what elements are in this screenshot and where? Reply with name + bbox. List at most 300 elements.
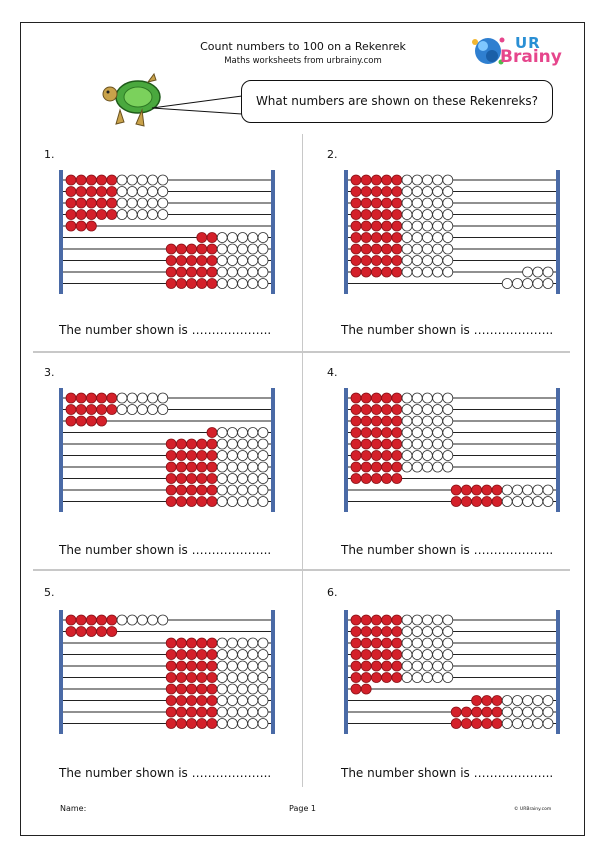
bead bbox=[412, 451, 422, 461]
bead bbox=[217, 696, 227, 706]
bead bbox=[176, 485, 186, 495]
bead bbox=[258, 244, 268, 254]
bead bbox=[66, 210, 76, 220]
bead bbox=[402, 673, 412, 683]
bead bbox=[207, 428, 217, 438]
bead bbox=[258, 650, 268, 660]
bead bbox=[166, 244, 176, 254]
bead bbox=[492, 485, 502, 495]
bead bbox=[197, 233, 207, 243]
bead bbox=[402, 615, 412, 625]
bead bbox=[392, 244, 402, 254]
bead bbox=[227, 497, 237, 507]
bead bbox=[258, 673, 268, 683]
bead bbox=[351, 416, 361, 426]
bead bbox=[238, 256, 248, 266]
bead bbox=[86, 405, 96, 415]
bead bbox=[402, 244, 412, 254]
bead bbox=[382, 416, 392, 426]
bead bbox=[382, 187, 392, 197]
bead bbox=[412, 175, 422, 185]
bead bbox=[207, 707, 217, 717]
bead bbox=[361, 661, 371, 671]
bead bbox=[217, 474, 227, 484]
bead bbox=[187, 707, 197, 717]
rekenrek-6 bbox=[343, 610, 561, 736]
bead bbox=[472, 696, 482, 706]
bead bbox=[227, 650, 237, 660]
bead bbox=[412, 244, 422, 254]
bead bbox=[422, 221, 432, 231]
bead bbox=[248, 696, 258, 706]
bead bbox=[382, 650, 392, 660]
bead bbox=[443, 451, 453, 461]
bead bbox=[66, 175, 76, 185]
question-number: 5. bbox=[44, 586, 55, 599]
bead bbox=[422, 233, 432, 243]
bead bbox=[176, 661, 186, 671]
bead bbox=[351, 615, 361, 625]
bead bbox=[166, 497, 176, 507]
bead bbox=[127, 210, 137, 220]
bead bbox=[533, 279, 543, 289]
bead bbox=[187, 638, 197, 648]
bead bbox=[392, 210, 402, 220]
bead bbox=[217, 279, 227, 289]
bead bbox=[258, 497, 268, 507]
bead bbox=[382, 210, 392, 220]
bead bbox=[166, 719, 176, 729]
bead bbox=[351, 198, 361, 208]
bead bbox=[207, 462, 217, 472]
bead bbox=[382, 428, 392, 438]
bead bbox=[238, 462, 248, 472]
bead bbox=[176, 279, 186, 289]
bead bbox=[502, 696, 512, 706]
rekenrek-5 bbox=[58, 610, 276, 736]
bead bbox=[66, 187, 76, 197]
bead bbox=[361, 474, 371, 484]
bead bbox=[258, 707, 268, 717]
bead bbox=[217, 439, 227, 449]
bead bbox=[76, 405, 86, 415]
bead bbox=[512, 279, 522, 289]
bead bbox=[361, 267, 371, 277]
bead bbox=[227, 684, 237, 694]
bead bbox=[176, 650, 186, 660]
bead bbox=[433, 221, 443, 231]
bead bbox=[412, 198, 422, 208]
bead bbox=[258, 696, 268, 706]
bead bbox=[197, 673, 207, 683]
question-number: 3. bbox=[44, 366, 55, 379]
bead bbox=[482, 497, 492, 507]
bead bbox=[412, 267, 422, 277]
bead bbox=[422, 650, 432, 660]
bead bbox=[187, 673, 197, 683]
bead bbox=[248, 462, 258, 472]
bead bbox=[433, 267, 443, 277]
bead bbox=[382, 393, 392, 403]
bead bbox=[227, 279, 237, 289]
bead bbox=[227, 439, 237, 449]
bead bbox=[461, 719, 471, 729]
bead bbox=[543, 719, 553, 729]
bead bbox=[392, 428, 402, 438]
bead bbox=[248, 661, 258, 671]
bead bbox=[197, 661, 207, 671]
frame-post-right bbox=[556, 610, 560, 734]
bead bbox=[197, 462, 207, 472]
bead bbox=[137, 210, 147, 220]
bead bbox=[433, 393, 443, 403]
bead bbox=[76, 198, 86, 208]
bead bbox=[371, 233, 381, 243]
bead bbox=[382, 221, 392, 231]
bead bbox=[443, 638, 453, 648]
bead bbox=[443, 210, 453, 220]
bead bbox=[382, 673, 392, 683]
grid-divider-horizontal bbox=[33, 351, 570, 353]
bead bbox=[371, 187, 381, 197]
bead bbox=[361, 175, 371, 185]
bead bbox=[248, 279, 258, 289]
bead bbox=[351, 661, 361, 671]
bead bbox=[392, 393, 402, 403]
bead bbox=[76, 210, 86, 220]
bead bbox=[248, 650, 258, 660]
bead bbox=[148, 210, 158, 220]
frame-post-right bbox=[271, 388, 275, 512]
bead bbox=[166, 638, 176, 648]
bead bbox=[402, 428, 412, 438]
bead bbox=[227, 256, 237, 266]
bead bbox=[443, 416, 453, 426]
bead bbox=[207, 244, 217, 254]
bead bbox=[258, 684, 268, 694]
bead bbox=[533, 707, 543, 717]
logo-ur-text: UR bbox=[515, 34, 541, 52]
bead bbox=[166, 673, 176, 683]
bead bbox=[187, 451, 197, 461]
bead bbox=[127, 187, 137, 197]
bead bbox=[97, 187, 107, 197]
bead bbox=[166, 256, 176, 266]
bead bbox=[197, 696, 207, 706]
bead bbox=[392, 462, 402, 472]
bead bbox=[533, 497, 543, 507]
bead bbox=[166, 485, 176, 495]
bead bbox=[361, 627, 371, 637]
bead bbox=[392, 416, 402, 426]
bead bbox=[258, 661, 268, 671]
bead bbox=[371, 198, 381, 208]
bead bbox=[148, 175, 158, 185]
bead bbox=[361, 393, 371, 403]
bead bbox=[351, 638, 361, 648]
bead bbox=[176, 638, 186, 648]
bead bbox=[86, 187, 96, 197]
bead bbox=[207, 497, 217, 507]
bead bbox=[392, 187, 402, 197]
bead bbox=[258, 428, 268, 438]
bead bbox=[97, 198, 107, 208]
bead bbox=[187, 256, 197, 266]
bead bbox=[492, 696, 502, 706]
bead bbox=[422, 615, 432, 625]
bead bbox=[543, 267, 553, 277]
bead bbox=[148, 405, 158, 415]
bead bbox=[443, 673, 453, 683]
bead bbox=[382, 233, 392, 243]
bead bbox=[76, 221, 86, 231]
bead bbox=[392, 474, 402, 484]
answer-line: The number shown is ……………….. bbox=[341, 323, 554, 337]
bead bbox=[97, 416, 107, 426]
bead bbox=[382, 451, 392, 461]
bead bbox=[443, 187, 453, 197]
bead bbox=[351, 256, 361, 266]
bead bbox=[351, 684, 361, 694]
bead bbox=[238, 707, 248, 717]
bead bbox=[238, 267, 248, 277]
bead bbox=[158, 615, 168, 625]
bead bbox=[207, 638, 217, 648]
bead bbox=[66, 416, 76, 426]
bead bbox=[217, 684, 227, 694]
bead bbox=[492, 719, 502, 729]
bead bbox=[443, 233, 453, 243]
frame-post-right bbox=[271, 610, 275, 734]
bead bbox=[351, 267, 361, 277]
bead bbox=[187, 279, 197, 289]
bead bbox=[412, 187, 422, 197]
bead bbox=[227, 474, 237, 484]
bead bbox=[402, 267, 412, 277]
bead bbox=[166, 267, 176, 277]
bead bbox=[248, 233, 258, 243]
bead bbox=[422, 627, 432, 637]
bead bbox=[451, 719, 461, 729]
bead bbox=[137, 187, 147, 197]
bead bbox=[433, 439, 443, 449]
bead bbox=[523, 719, 533, 729]
bead bbox=[86, 615, 96, 625]
bead bbox=[382, 661, 392, 671]
bead bbox=[523, 696, 533, 706]
bead bbox=[361, 221, 371, 231]
bead bbox=[187, 497, 197, 507]
bead bbox=[402, 198, 412, 208]
bead bbox=[371, 221, 381, 231]
bead bbox=[402, 233, 412, 243]
bead bbox=[392, 256, 402, 266]
bead bbox=[482, 707, 492, 717]
bead bbox=[412, 256, 422, 266]
bead bbox=[166, 696, 176, 706]
bead bbox=[361, 673, 371, 683]
bead bbox=[543, 485, 553, 495]
bead bbox=[207, 474, 217, 484]
bead bbox=[472, 485, 482, 495]
bead bbox=[351, 221, 361, 231]
bead bbox=[412, 393, 422, 403]
bead bbox=[533, 719, 543, 729]
bead bbox=[492, 707, 502, 717]
bead bbox=[197, 485, 207, 495]
bead bbox=[117, 393, 127, 403]
bead bbox=[443, 175, 453, 185]
bead bbox=[422, 638, 432, 648]
bead bbox=[176, 719, 186, 729]
worksheet-title: Count numbers to 100 on a Rekenrek bbox=[200, 40, 406, 53]
bead bbox=[523, 497, 533, 507]
bead bbox=[351, 474, 361, 484]
bead bbox=[207, 719, 217, 729]
bead bbox=[207, 439, 217, 449]
bead bbox=[227, 696, 237, 706]
bead bbox=[402, 221, 412, 231]
bead bbox=[86, 210, 96, 220]
bead bbox=[512, 497, 522, 507]
bead bbox=[197, 451, 207, 461]
bead bbox=[187, 244, 197, 254]
bead bbox=[207, 650, 217, 660]
bead bbox=[433, 233, 443, 243]
bead bbox=[361, 462, 371, 472]
bead bbox=[217, 650, 227, 660]
question-number: 4. bbox=[327, 366, 338, 379]
bead bbox=[258, 485, 268, 495]
frame-post-right bbox=[556, 388, 560, 512]
bead bbox=[392, 673, 402, 683]
bead bbox=[197, 267, 207, 277]
bead bbox=[248, 267, 258, 277]
bead bbox=[187, 661, 197, 671]
bead bbox=[371, 428, 381, 438]
bead bbox=[351, 405, 361, 415]
bead bbox=[461, 497, 471, 507]
rekenrek-1 bbox=[58, 170, 276, 296]
bead bbox=[461, 707, 471, 717]
bead bbox=[107, 393, 117, 403]
bead bbox=[86, 175, 96, 185]
bead bbox=[227, 673, 237, 683]
bead bbox=[422, 428, 432, 438]
bead bbox=[66, 221, 76, 231]
bead bbox=[402, 462, 412, 472]
bead bbox=[238, 684, 248, 694]
rekenrek-3 bbox=[58, 388, 276, 514]
bead bbox=[412, 615, 422, 625]
bead bbox=[76, 627, 86, 637]
bead bbox=[371, 256, 381, 266]
speech-bubble bbox=[241, 80, 553, 123]
bead bbox=[248, 707, 258, 717]
bead bbox=[117, 175, 127, 185]
bead bbox=[187, 650, 197, 660]
bead bbox=[433, 615, 443, 625]
bead bbox=[451, 485, 461, 495]
bead bbox=[361, 615, 371, 625]
bead bbox=[66, 627, 76, 637]
bead bbox=[86, 198, 96, 208]
bead bbox=[351, 244, 361, 254]
bead bbox=[422, 661, 432, 671]
bead bbox=[351, 439, 361, 449]
bead bbox=[382, 439, 392, 449]
bead bbox=[127, 175, 137, 185]
bead bbox=[176, 707, 186, 717]
bead bbox=[371, 638, 381, 648]
bead bbox=[412, 627, 422, 637]
bead bbox=[258, 719, 268, 729]
bead bbox=[361, 416, 371, 426]
bead bbox=[382, 405, 392, 415]
bead bbox=[166, 462, 176, 472]
bead bbox=[187, 267, 197, 277]
bead bbox=[412, 221, 422, 231]
bead bbox=[371, 439, 381, 449]
bead bbox=[443, 405, 453, 415]
bead bbox=[97, 627, 107, 637]
bead bbox=[76, 187, 86, 197]
bead bbox=[472, 497, 482, 507]
bead bbox=[248, 719, 258, 729]
bead bbox=[443, 256, 453, 266]
bead bbox=[422, 405, 432, 415]
bead bbox=[166, 279, 176, 289]
bead bbox=[502, 707, 512, 717]
bead bbox=[371, 474, 381, 484]
bead bbox=[412, 650, 422, 660]
answer-line: The number shown is ……………….. bbox=[59, 323, 272, 337]
bead bbox=[382, 267, 392, 277]
bead bbox=[371, 267, 381, 277]
bead bbox=[207, 279, 217, 289]
bead bbox=[402, 650, 412, 660]
bead bbox=[176, 439, 186, 449]
bead bbox=[402, 627, 412, 637]
bead bbox=[351, 462, 361, 472]
bead bbox=[402, 451, 412, 461]
logo-brainy-text: Brainy bbox=[500, 47, 562, 67]
bead bbox=[351, 673, 361, 683]
bead bbox=[351, 175, 361, 185]
bead bbox=[371, 393, 381, 403]
bead bbox=[392, 661, 402, 671]
bead bbox=[187, 485, 197, 495]
bead bbox=[443, 627, 453, 637]
bead bbox=[127, 615, 137, 625]
bead bbox=[371, 615, 381, 625]
instruction-text: What numbers are shown on these Rekenreks? bbox=[255, 94, 539, 108]
bead bbox=[227, 719, 237, 729]
bead bbox=[97, 615, 107, 625]
bead bbox=[117, 210, 127, 220]
bead bbox=[207, 485, 217, 495]
bead bbox=[176, 497, 186, 507]
bead bbox=[433, 638, 443, 648]
bead bbox=[361, 650, 371, 660]
bead bbox=[402, 439, 412, 449]
bead bbox=[238, 485, 248, 495]
bead bbox=[187, 474, 197, 484]
bead bbox=[371, 416, 381, 426]
bead bbox=[443, 462, 453, 472]
bead bbox=[502, 497, 512, 507]
bead bbox=[158, 187, 168, 197]
